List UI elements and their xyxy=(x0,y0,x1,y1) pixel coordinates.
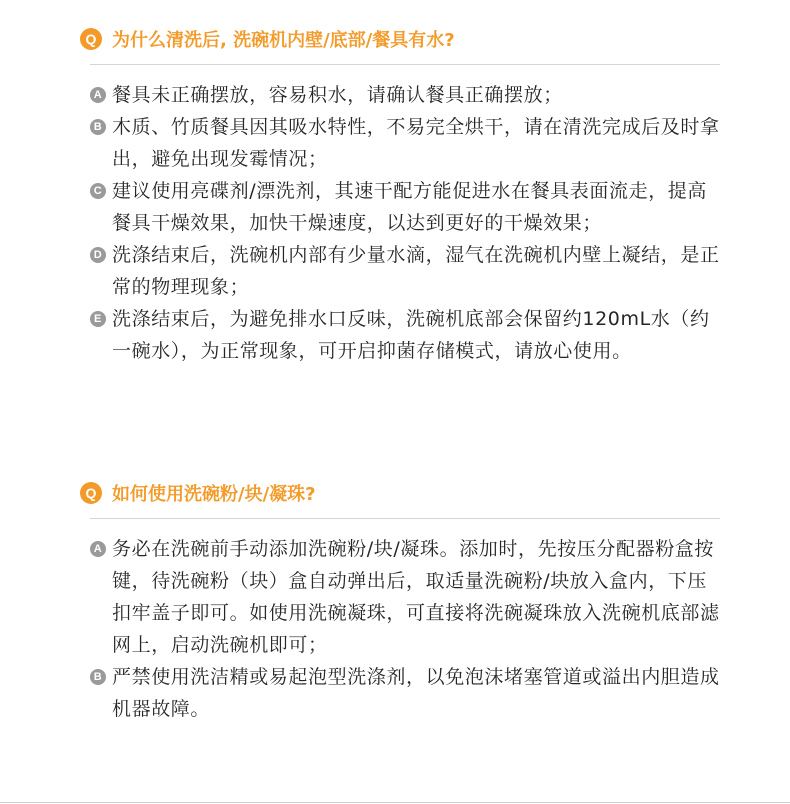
answer-item xyxy=(90,533,720,661)
answer-item xyxy=(90,111,720,175)
answer-text: 严禁使用洗洁精或易起泡型洗涤剂，以免泡沫堵塞管道或溢出内胆造成机器故障。 xyxy=(112,666,720,720)
page-bottom-divider xyxy=(0,802,790,803)
question-header xyxy=(80,24,720,54)
answer-item xyxy=(90,175,720,239)
question-title: 为什么清洗后, 洗碗机内壁/底部/餐具有水? xyxy=(112,30,455,51)
divider xyxy=(90,518,720,519)
answer-badge-icon: D xyxy=(90,247,106,263)
answer-text: 务必在洗碗前手动添加洗碗粉/块/凝珠。添加时，先按压分配器粉盒按键，待洗碗粉（块）盒自动弹出后，取适量洗碗粉/块放入盒内，下压扣牢盖子即可。如使用洗碗凝珠，可直接将洗碗凝珠放入洗碗机底部滤网上，启动洗碗机即可； xyxy=(112,538,720,656)
question-title: 如何使用洗碗粉/块/凝珠? xyxy=(112,484,316,505)
answer-badge-icon: B xyxy=(90,669,106,685)
answer-item xyxy=(90,239,720,303)
faq-section-2 xyxy=(80,478,720,725)
answer-badge-icon: B xyxy=(90,119,106,135)
answer-text: 木质、竹质餐具因其吸水特性，不易完全烘干，请在清洗完成后及时拿出，避免出现发霉情况； xyxy=(112,116,720,170)
answer-badge-icon: E xyxy=(90,311,106,327)
answer-badge-icon: A xyxy=(90,87,106,103)
answer-item xyxy=(90,79,720,111)
answer-list xyxy=(80,79,720,367)
answer-text: 建议使用亮碟剂/漂洗剂，其速干配方能促进水在餐具表面流走，提高餐具干燥效果，加快干燥速度，以达到更好的干燥效果； xyxy=(112,180,708,234)
answer-badge-icon: A xyxy=(90,541,106,557)
divider xyxy=(90,64,720,65)
faq-section-1 xyxy=(80,24,720,367)
answer-item xyxy=(90,661,720,725)
answer-badge-icon: C xyxy=(90,183,106,199)
answer-text: 餐具未正确摆放，容易积水，请确认餐具正确摆放； xyxy=(112,84,563,106)
question-header xyxy=(80,478,720,508)
answer-list xyxy=(80,533,720,725)
answer-item xyxy=(90,303,720,367)
question-badge-icon: Q xyxy=(80,28,102,50)
answer-text: 洗涤结束后，洗碗机内部有少量水滴，湿气在洗碗机内壁上凝结，是正常的物理现象； xyxy=(112,244,720,298)
answer-text: 洗涤结束后，为避免排水口反味，洗碗机底部会保留约120mL水（约一碗水），为正常现象，可开启抑菌存储模式，请放心使用。 xyxy=(112,308,710,362)
question-badge-icon: Q xyxy=(80,482,102,504)
